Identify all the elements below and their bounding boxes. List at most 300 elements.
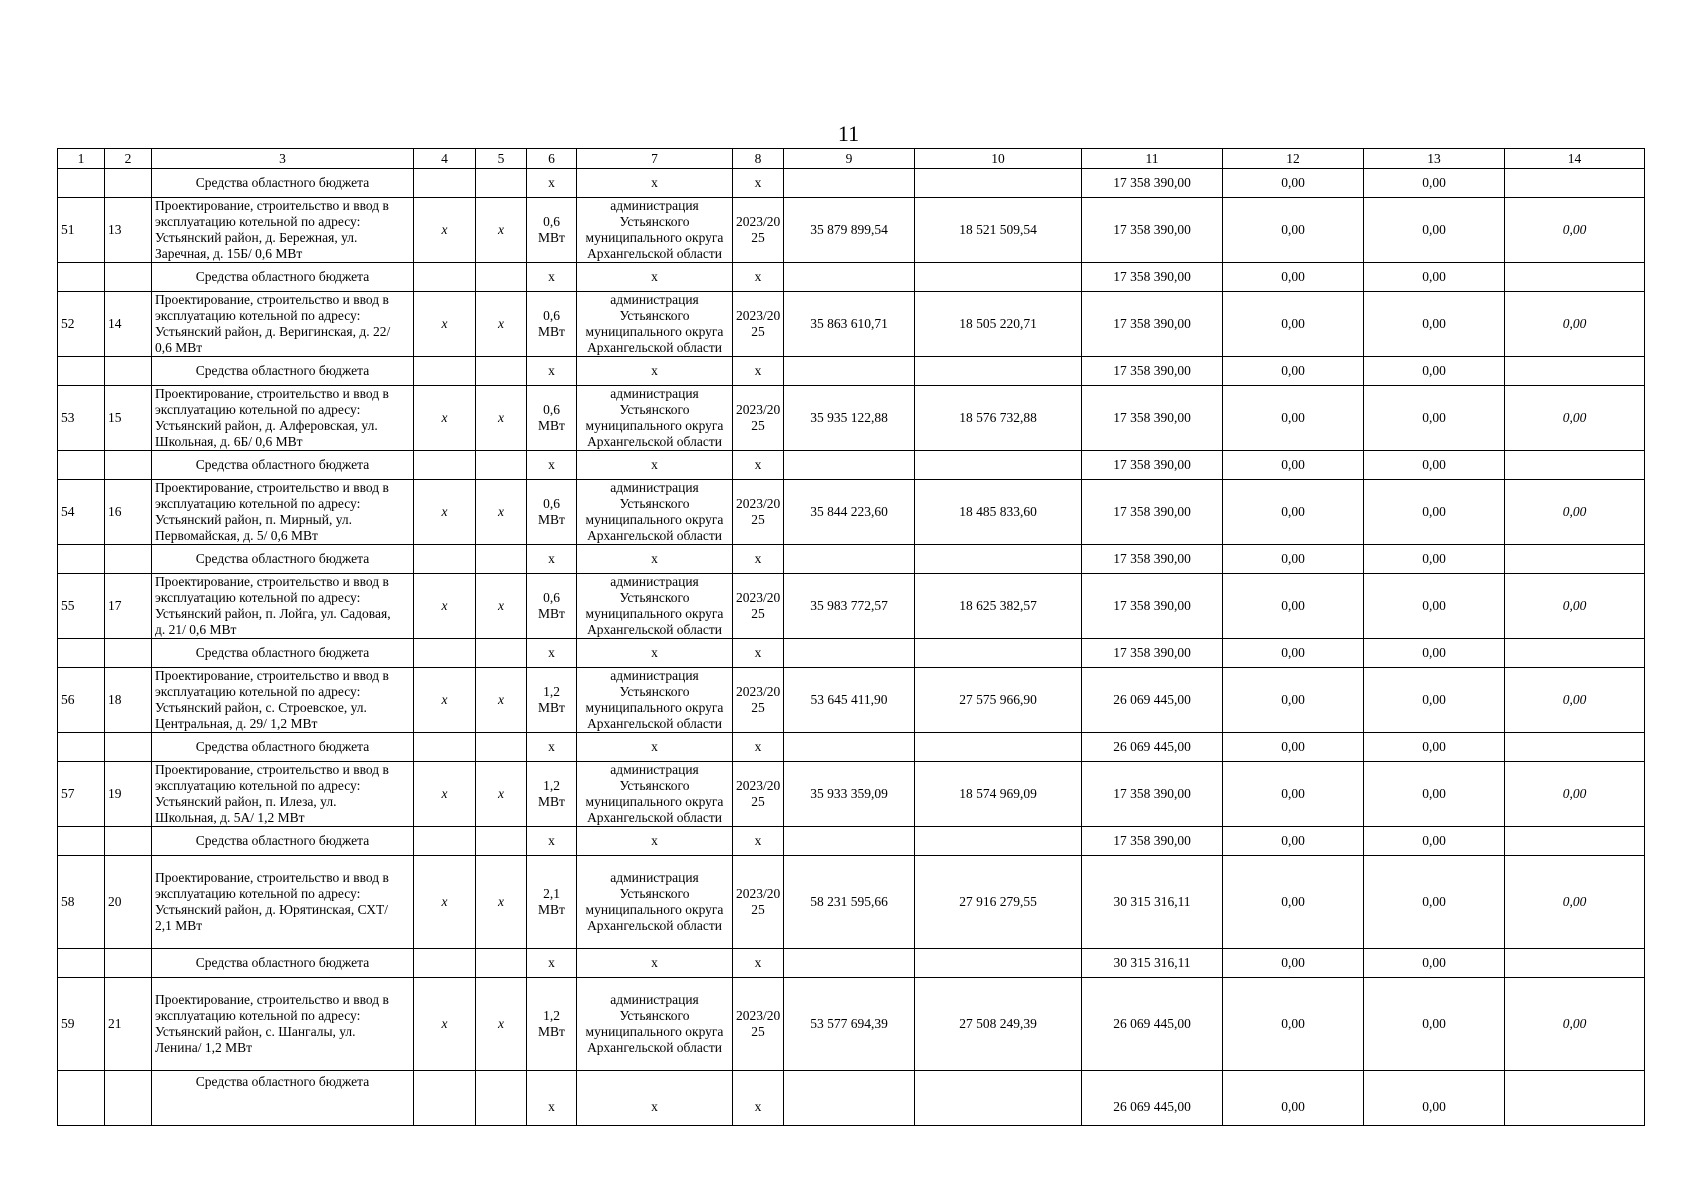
x-mark: x	[414, 198, 476, 263]
cell-empty	[105, 545, 152, 574]
amount-col10: 18 505 220,71	[915, 292, 1082, 357]
power-capacity-line: МВт	[538, 700, 565, 715]
cell-empty	[58, 451, 105, 480]
owner-name-line: администрация	[610, 762, 699, 777]
funds-col13: 0,00	[1364, 545, 1505, 574]
project-description	[152, 198, 414, 263]
cell-empty	[105, 827, 152, 856]
project-row	[58, 292, 1645, 357]
cell-empty	[105, 357, 152, 386]
x-mark: x	[577, 545, 733, 574]
owner-name-line: Архангельской области	[587, 434, 722, 449]
funds-col11: 17 358 390,00	[1082, 639, 1223, 668]
owner-name-line: муниципального округа	[585, 606, 724, 621]
x-mark: x	[414, 480, 476, 545]
funds-col11: 30 315 316,11	[1082, 949, 1223, 978]
owner-name-line: муниципального округа	[585, 418, 724, 433]
x-mark: x	[527, 827, 577, 856]
implementation-period	[733, 292, 784, 357]
x-mark: x	[476, 574, 527, 639]
x-mark: x	[733, 451, 784, 480]
x-mark: x	[577, 1071, 733, 1126]
sub-number: 19	[105, 762, 152, 827]
amount-col14: 0,00	[1505, 386, 1645, 451]
sub-number: 14	[105, 292, 152, 357]
x-mark: x	[414, 762, 476, 827]
cell-empty	[1505, 451, 1645, 480]
amount-col13: 0,00	[1364, 292, 1505, 357]
amount-col13: 0,00	[1364, 856, 1505, 949]
cell-empty	[915, 827, 1082, 856]
implementation-period-line: 2023/20	[736, 308, 781, 323]
power-capacity	[527, 574, 577, 639]
amount-col9: 53 577 694,39	[784, 978, 915, 1071]
amount-col11: 26 069 445,00	[1082, 978, 1223, 1071]
funds-row	[58, 949, 1645, 978]
cell-empty	[414, 451, 476, 480]
project-description-line: эксплуатацию котельной по адресу:	[155, 214, 361, 229]
cell-empty	[784, 263, 915, 292]
power-capacity-line: МВт	[538, 794, 565, 809]
funds-col12: 0,00	[1223, 827, 1364, 856]
x-mark: x	[476, 292, 527, 357]
amount-col9: 58 231 595,66	[784, 856, 915, 949]
power-capacity	[527, 480, 577, 545]
funds-col13: 0,00	[1364, 827, 1505, 856]
project-description-line: Ленина/ 1,2 МВт	[155, 1040, 253, 1055]
project-description-line: эксплуатацию котельной по адресу:	[155, 308, 361, 323]
x-mark: x	[414, 668, 476, 733]
project-row	[58, 198, 1645, 263]
project-row	[58, 386, 1645, 451]
owner-name-line: администрация	[610, 198, 699, 213]
funds-col13: 0,00	[1364, 949, 1505, 978]
project-row	[58, 762, 1645, 827]
amount-col11: 17 358 390,00	[1082, 762, 1223, 827]
amount-col9: 35 863 610,71	[784, 292, 915, 357]
amount-col11: 17 358 390,00	[1082, 480, 1223, 545]
x-mark: x	[527, 949, 577, 978]
owner-name-line: Устьянского	[619, 308, 690, 323]
implementation-period-line: 25	[751, 1024, 765, 1039]
funds-col11: 17 358 390,00	[1082, 827, 1223, 856]
power-capacity-line: 1,2	[543, 1008, 560, 1023]
header-cell: 14	[1505, 149, 1645, 169]
header-cell: 6	[527, 149, 577, 169]
amount-col9: 35 983 772,57	[784, 574, 915, 639]
row-number: 51	[58, 198, 105, 263]
x-mark: x	[414, 292, 476, 357]
power-capacity-line: 1,2	[543, 684, 560, 699]
x-mark: x	[577, 263, 733, 292]
cell-empty	[915, 357, 1082, 386]
amount-col11: 17 358 390,00	[1082, 292, 1223, 357]
cell-empty	[476, 263, 527, 292]
project-description-line: Устьянский район, с. Шангалы, ул.	[155, 1024, 356, 1039]
amount-col9: 35 879 899,54	[784, 198, 915, 263]
funds-row	[58, 639, 1645, 668]
cell-empty	[105, 639, 152, 668]
project-description	[152, 668, 414, 733]
amount-col10: 27 916 279,55	[915, 856, 1082, 949]
funds-label: Средства областного бюджета	[152, 733, 414, 762]
x-mark: x	[577, 451, 733, 480]
x-mark: x	[476, 856, 527, 949]
header-cell: 13	[1364, 149, 1505, 169]
cell-empty	[414, 949, 476, 978]
project-description-line: эксплуатацию котельной по адресу:	[155, 402, 361, 417]
amount-col12: 0,00	[1223, 762, 1364, 827]
power-capacity-line: МВт	[538, 512, 565, 527]
amount-col13: 0,00	[1364, 574, 1505, 639]
project-description-line: Устьянский район, д. Юрятинская, СХТ/	[155, 902, 388, 917]
amount-col14: 0,00	[1505, 668, 1645, 733]
table-body	[58, 149, 1645, 1126]
owner-name-line: Устьянского	[619, 590, 690, 605]
header-cell: 5	[476, 149, 527, 169]
amount-col13: 0,00	[1364, 978, 1505, 1071]
cell-empty	[414, 1071, 476, 1126]
cell-empty	[1505, 357, 1645, 386]
project-description-line: Проектирование, строительство и ввод в	[155, 292, 389, 307]
owner-name-line: администрация	[610, 574, 699, 589]
implementation-period-line: 25	[751, 512, 765, 527]
amount-col14: 0,00	[1505, 292, 1645, 357]
cell-empty	[784, 357, 915, 386]
amount-col9: 35 933 359,09	[784, 762, 915, 827]
funds-col13: 0,00	[1364, 263, 1505, 292]
cell-empty	[784, 827, 915, 856]
funds-label: Средства областного бюджета	[152, 949, 414, 978]
implementation-period	[733, 480, 784, 545]
project-description-line: Проектирование, строительство и ввод в	[155, 198, 389, 213]
funds-col11: 17 358 390,00	[1082, 357, 1223, 386]
power-capacity-line: МВт	[538, 902, 565, 917]
x-mark: x	[476, 198, 527, 263]
owner-name-line: Устьянского	[619, 778, 690, 793]
owner-name-line: Устьянского	[619, 496, 690, 511]
cell-empty	[1505, 949, 1645, 978]
cell-empty	[915, 263, 1082, 292]
amount-col12: 0,00	[1223, 668, 1364, 733]
cell-empty	[915, 545, 1082, 574]
x-mark: x	[733, 827, 784, 856]
cell-empty	[414, 263, 476, 292]
funds-label: Средства областного бюджета	[152, 827, 414, 856]
x-mark: x	[527, 169, 577, 198]
power-capacity-line: 0,6	[543, 308, 560, 323]
x-mark: x	[414, 856, 476, 949]
funds-label: Средства областного бюджета	[152, 357, 414, 386]
amount-col14: 0,00	[1505, 856, 1645, 949]
cell-empty	[414, 357, 476, 386]
x-mark: x	[527, 451, 577, 480]
project-description-line: д. 21/ 0,6 МВт	[155, 622, 237, 637]
owner-name	[577, 480, 733, 545]
row-number: 55	[58, 574, 105, 639]
row-number: 58	[58, 856, 105, 949]
implementation-period	[733, 198, 784, 263]
funds-row	[58, 451, 1645, 480]
cell-empty	[105, 733, 152, 762]
x-mark: x	[733, 949, 784, 978]
project-row	[58, 856, 1645, 949]
funds-label: Средства областного бюджета	[152, 451, 414, 480]
owner-name	[577, 762, 733, 827]
project-description-line: Проектирование, строительство и ввод в	[155, 992, 389, 1007]
implementation-period	[733, 574, 784, 639]
sub-number: 21	[105, 978, 152, 1071]
amount-col10: 18 625 382,57	[915, 574, 1082, 639]
x-mark: x	[527, 1071, 577, 1126]
power-capacity-line: 2,1	[543, 886, 560, 901]
owner-name-line: администрация	[610, 870, 699, 885]
owner-name-line: муниципального округа	[585, 512, 724, 527]
cell-empty	[414, 827, 476, 856]
amount-col11: 17 358 390,00	[1082, 198, 1223, 263]
owner-name-line: администрация	[610, 480, 699, 495]
row-number: 57	[58, 762, 105, 827]
cell-empty	[784, 451, 915, 480]
project-description-line: 0,6 МВт	[155, 340, 203, 355]
amount-col14: 0,00	[1505, 198, 1645, 263]
header-cell: 1	[58, 149, 105, 169]
owner-name-line: Устьянского	[619, 886, 690, 901]
funds-col11: 17 358 390,00	[1082, 169, 1223, 198]
cell-empty	[1505, 733, 1645, 762]
cell-empty	[105, 1071, 152, 1126]
funds-col12: 0,00	[1223, 451, 1364, 480]
cell-empty	[476, 949, 527, 978]
amount-col13: 0,00	[1364, 386, 1505, 451]
power-capacity-line: 0,6	[543, 214, 560, 229]
owner-name-line: муниципального округа	[585, 324, 724, 339]
amount-col12: 0,00	[1223, 978, 1364, 1071]
project-description-line: эксплуатацию котельной по адресу:	[155, 1008, 361, 1023]
amount-col12: 0,00	[1223, 386, 1364, 451]
project-description-line: Проектирование, строительство и ввод в	[155, 386, 389, 401]
cell-empty	[784, 639, 915, 668]
project-description-line: Школьная, д. 5А/ 1,2 МВт	[155, 810, 305, 825]
header-cell: 12	[1223, 149, 1364, 169]
owner-name-line: Архангельской области	[587, 918, 722, 933]
owner-name-line: администрация	[610, 668, 699, 683]
project-description-line: Центральная, д. 29/ 1,2 МВт	[155, 716, 318, 731]
funds-row	[58, 1071, 1645, 1126]
funds-label: Средства областного бюджета	[152, 639, 414, 668]
project-description-line: Устьянский район, д. Бережная, ул.	[155, 230, 358, 245]
cell-empty	[58, 827, 105, 856]
cell-empty	[58, 949, 105, 978]
cell-empty	[476, 827, 527, 856]
owner-name-line: Архангельской области	[587, 716, 722, 731]
row-number: 53	[58, 386, 105, 451]
header-cell: 3	[152, 149, 414, 169]
funds-col12: 0,00	[1223, 263, 1364, 292]
cell-empty	[476, 639, 527, 668]
x-mark: x	[414, 386, 476, 451]
project-description-line: Устьянский район, д. Алферовская, ул.	[155, 418, 378, 433]
implementation-period-line: 2023/20	[736, 590, 781, 605]
cell-empty	[105, 169, 152, 198]
x-mark: x	[577, 949, 733, 978]
x-mark: x	[577, 169, 733, 198]
implementation-period-line: 2023/20	[736, 496, 781, 511]
owner-name-line: Устьянского	[619, 1008, 690, 1023]
cell-empty	[784, 169, 915, 198]
owner-name	[577, 574, 733, 639]
owner-name-line: Устьянского	[619, 684, 690, 699]
cell-empty	[414, 545, 476, 574]
cell-empty	[915, 169, 1082, 198]
cell-empty	[784, 949, 915, 978]
cell-empty	[58, 263, 105, 292]
power-capacity-line: 0,6	[543, 402, 560, 417]
cell-empty	[915, 451, 1082, 480]
project-description	[152, 292, 414, 357]
project-description	[152, 856, 414, 949]
owner-name-line: Архангельской области	[587, 340, 722, 355]
project-description-line: эксплуатацию котельной по адресу:	[155, 778, 361, 793]
cell-empty	[1505, 639, 1645, 668]
implementation-period-line: 25	[751, 794, 765, 809]
x-mark: x	[733, 733, 784, 762]
project-description-line: Проектирование, строительство и ввод в	[155, 762, 389, 777]
amount-col10: 27 508 249,39	[915, 978, 1082, 1071]
project-description-line: Устьянский район, п. Лойга, ул. Садовая,	[155, 606, 391, 621]
sub-number: 15	[105, 386, 152, 451]
x-mark: x	[527, 545, 577, 574]
funds-col13: 0,00	[1364, 357, 1505, 386]
amount-col12: 0,00	[1223, 292, 1364, 357]
cell-empty	[915, 733, 1082, 762]
owner-name-line: муниципального округа	[585, 700, 724, 715]
project-description-line: Устьянский район, с. Строевское, ул.	[155, 700, 367, 715]
project-row	[58, 978, 1645, 1071]
amount-col10: 18 485 833,60	[915, 480, 1082, 545]
cell-empty	[476, 1071, 527, 1126]
amount-col9: 35 844 223,60	[784, 480, 915, 545]
funds-col12: 0,00	[1223, 357, 1364, 386]
implementation-period-line: 25	[751, 324, 765, 339]
owner-name-line: администрация	[610, 992, 699, 1007]
owner-name-line: Устьянского	[619, 402, 690, 417]
x-mark: x	[527, 639, 577, 668]
amount-col14: 0,00	[1505, 480, 1645, 545]
funds-col12: 0,00	[1223, 733, 1364, 762]
sub-number: 18	[105, 668, 152, 733]
cell-empty	[915, 949, 1082, 978]
implementation-period	[733, 856, 784, 949]
amount-col13: 0,00	[1364, 668, 1505, 733]
project-description-line: Первомайская, д. 5/ 0,6 МВт	[155, 528, 318, 543]
header-row	[58, 149, 1645, 169]
amount-col12: 0,00	[1223, 574, 1364, 639]
funds-row	[58, 169, 1645, 198]
row-number: 52	[58, 292, 105, 357]
x-mark: x	[414, 574, 476, 639]
project-description-line: эксплуатацию котельной по адресу:	[155, 886, 361, 901]
header-cell: 8	[733, 149, 784, 169]
amount-col11: 17 358 390,00	[1082, 386, 1223, 451]
project-description-line: Проектирование, строительство и ввод в	[155, 480, 389, 495]
cell-empty	[414, 639, 476, 668]
funds-col11: 26 069 445,00	[1082, 1071, 1223, 1126]
project-description-line: Проектирование, строительство и ввод в	[155, 574, 389, 589]
cell-empty	[58, 545, 105, 574]
project-description-line: Проектирование, строительство и ввод в	[155, 668, 389, 683]
cell-empty	[1505, 1071, 1645, 1126]
project-description	[152, 480, 414, 545]
project-description-line: 2,1 МВт	[155, 918, 203, 933]
x-mark: x	[577, 639, 733, 668]
funds-col13: 0,00	[1364, 169, 1505, 198]
project-description-line: эксплуатацию котельной по адресу:	[155, 684, 361, 699]
amount-col12: 0,00	[1223, 198, 1364, 263]
x-mark: x	[476, 386, 527, 451]
project-description	[152, 386, 414, 451]
project-description-line: Школьная, д. 6Б/ 0,6 МВт	[155, 434, 303, 449]
project-description	[152, 574, 414, 639]
owner-name-line: администрация	[610, 292, 699, 307]
cell-empty	[784, 545, 915, 574]
power-capacity	[527, 856, 577, 949]
header-cell: 11	[1082, 149, 1223, 169]
funds-col12: 0,00	[1223, 1071, 1364, 1126]
owner-name-line: Архангельской области	[587, 246, 722, 261]
cell-empty	[1505, 827, 1645, 856]
owner-name-line: муниципального округа	[585, 902, 724, 917]
sub-number: 20	[105, 856, 152, 949]
amount-col11: 17 358 390,00	[1082, 574, 1223, 639]
sub-number: 17	[105, 574, 152, 639]
x-mark: x	[733, 639, 784, 668]
page-number: 11	[837, 121, 860, 146]
x-mark: x	[527, 733, 577, 762]
cell-empty	[58, 639, 105, 668]
funds-label: Средства областного бюджета	[152, 1071, 414, 1126]
funds-label: Средства областного бюджета	[152, 545, 414, 574]
header-cell: 7	[577, 149, 733, 169]
funds-col13: 0,00	[1364, 1071, 1505, 1126]
funds-col11: 17 358 390,00	[1082, 545, 1223, 574]
owner-name-line: муниципального округа	[585, 1024, 724, 1039]
x-mark: x	[577, 733, 733, 762]
cell-empty	[58, 1071, 105, 1126]
x-mark: x	[577, 357, 733, 386]
owner-name-line: Архангельской области	[587, 622, 722, 637]
header-cell: 10	[915, 149, 1082, 169]
owner-name-line: администрация	[610, 386, 699, 401]
implementation-period	[733, 386, 784, 451]
funds-col12: 0,00	[1223, 545, 1364, 574]
project-description	[152, 762, 414, 827]
cell-empty	[58, 733, 105, 762]
project-row	[58, 574, 1645, 639]
row-number: 59	[58, 978, 105, 1071]
funds-row	[58, 357, 1645, 386]
funds-col11: 26 069 445,00	[1082, 733, 1223, 762]
x-mark: x	[476, 668, 527, 733]
cell-empty	[476, 357, 527, 386]
funds-col12: 0,00	[1223, 639, 1364, 668]
cell-empty	[915, 1071, 1082, 1126]
funds-col13: 0,00	[1364, 451, 1505, 480]
header-cell: 4	[414, 149, 476, 169]
cell-empty	[105, 949, 152, 978]
owner-name	[577, 978, 733, 1071]
power-capacity	[527, 668, 577, 733]
